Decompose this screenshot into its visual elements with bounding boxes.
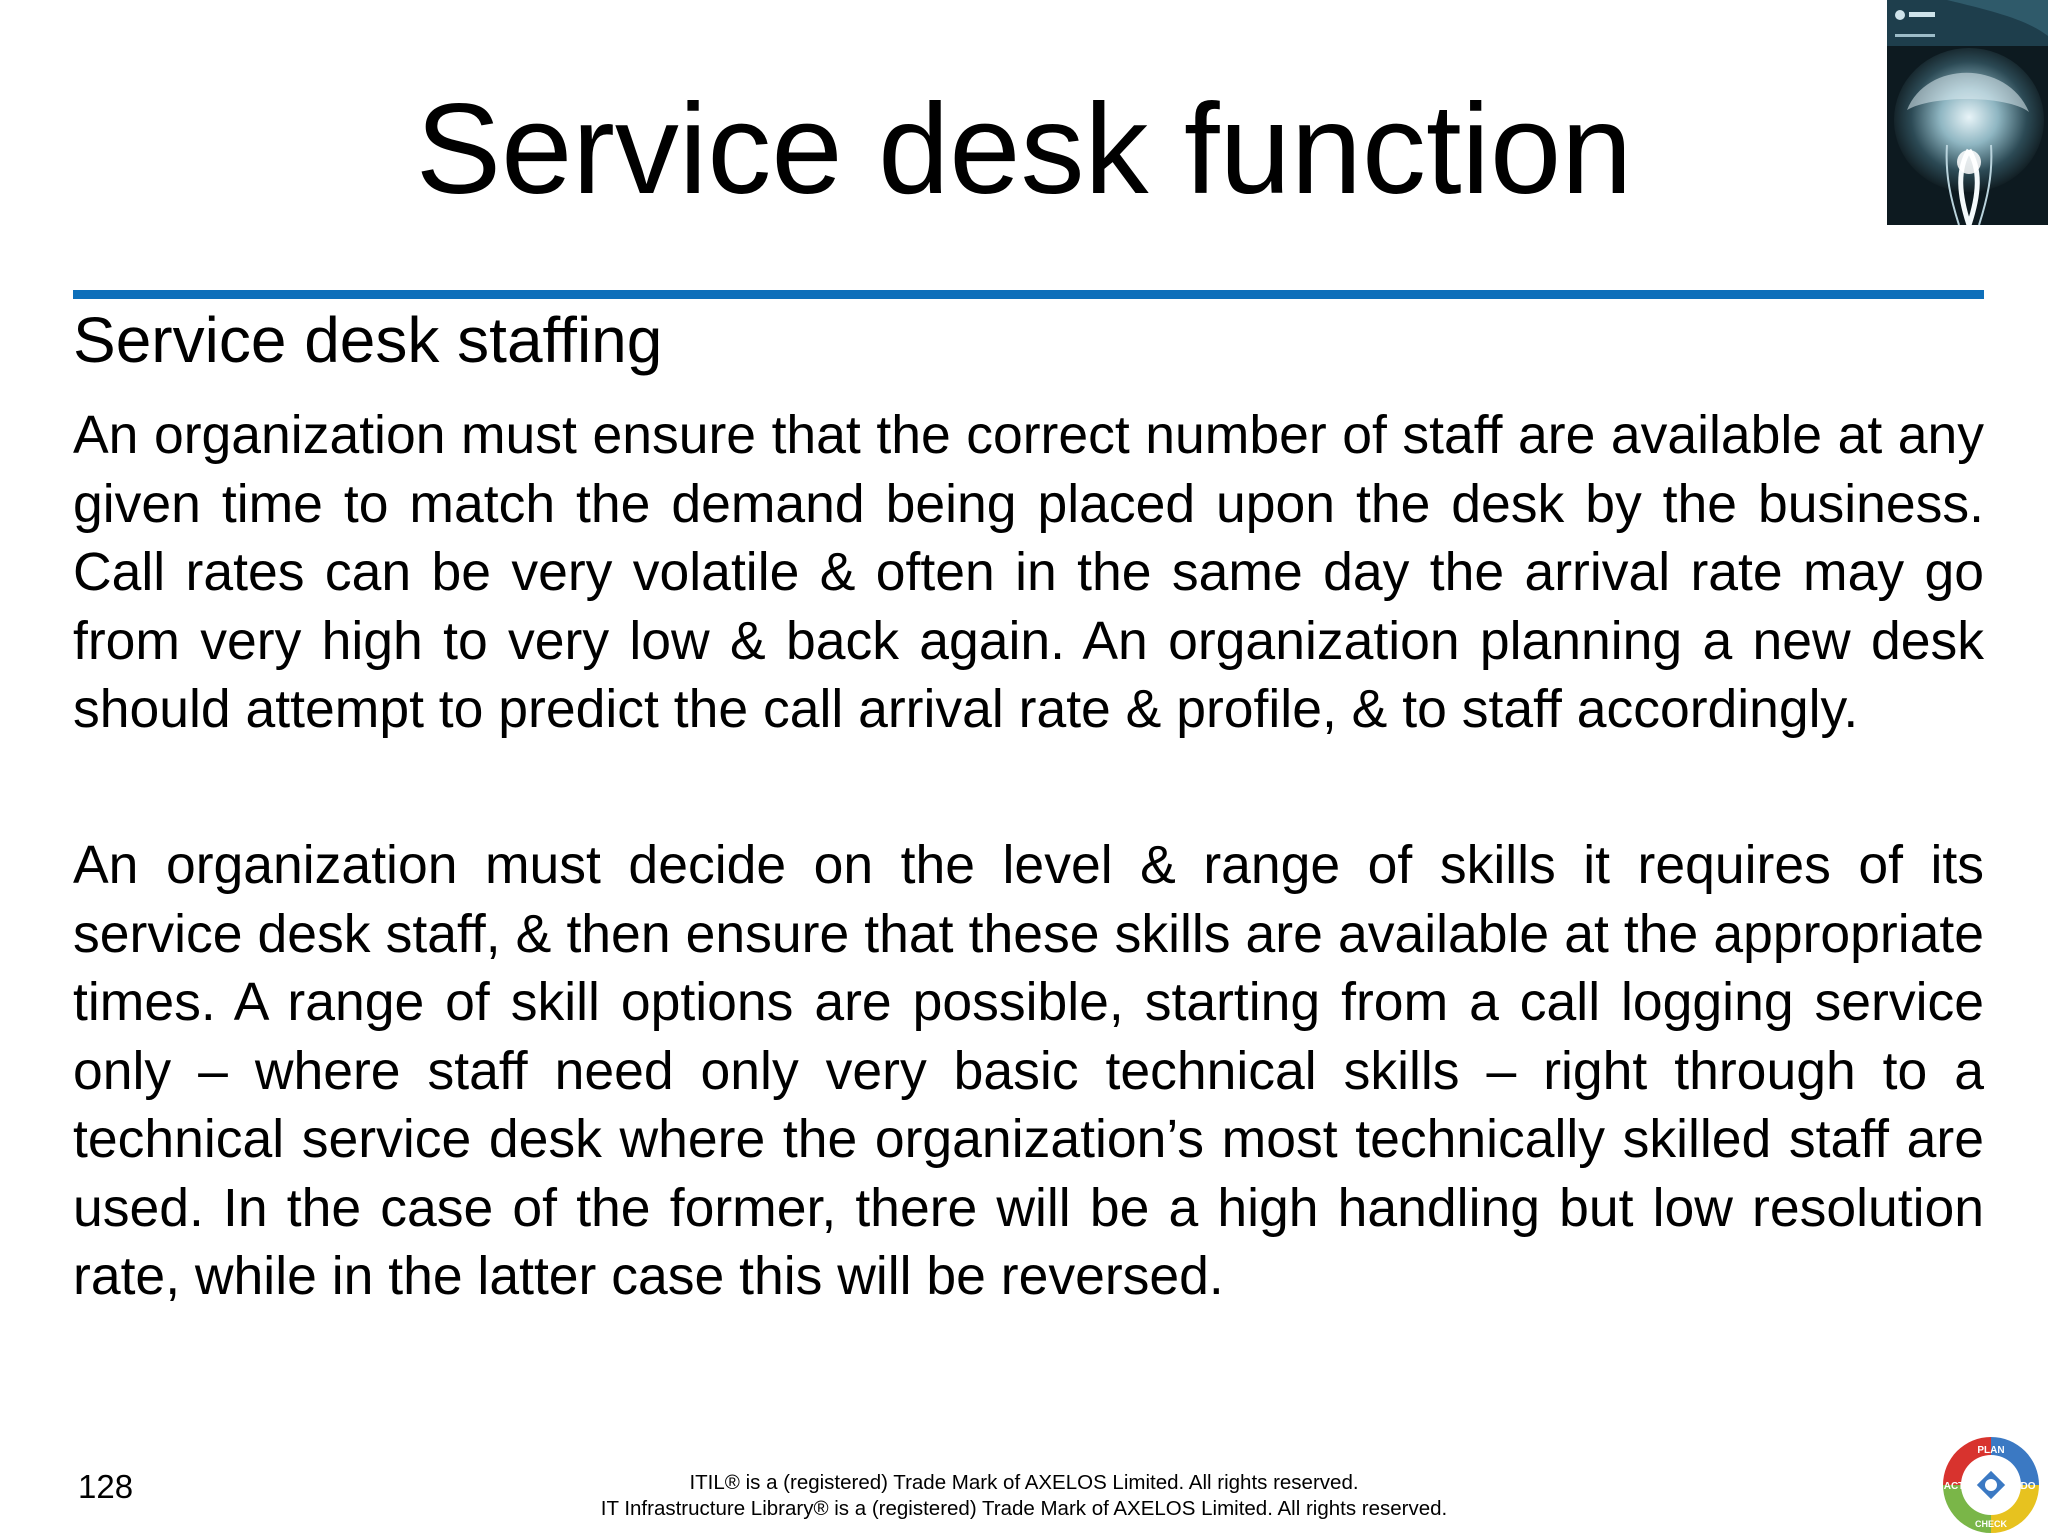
- cycle-label-plan: PLAN: [1977, 1445, 2005, 1456]
- page-number: 128: [78, 1468, 134, 1505]
- book-cover-thumbnail: [1887, 0, 2048, 225]
- cycle-label-check: CHECK: [1974, 1519, 2008, 1529]
- title-divider-rule: [73, 290, 1984, 299]
- body-paragraph-2: An organization must decide on the level & range of skills it requires of its service desk staff, & then ensure that these skills are available at the appropriate times. A range of skill options are possible, starting from a call logging service only – where staff need only very basic technical skills – right through to a technical service desk where the organization’s most technically skilled staff are used. In the case of the former, there will be a high handling but low resolution rate, while in the latter case this will be reversed.: [73, 836, 1984, 1306]
- body-paragraph-1: An organization must ensure that the correct number of staff are available at any given time to match the demand being placed upon the desk by the business. Call rates can be very volatile & often in the same day the arrival rate may go from very high to very low & back again. An organization planning a new desk should attempt to predict the call arrival rate & profile, & to staff accordingly.: [73, 406, 1984, 739]
- trademark-line-2: IT Infrastructure Library® is a (registered) Trade Mark of AXELOS Limited. All rights reserved.: [600, 1497, 1448, 1520]
- pdca-cycle-icon: [1938, 1433, 2044, 1536]
- section-subtitle: Service desk staffing: [73, 304, 663, 376]
- trademark-line-1: ITIL® is a (registered) Trade Mark of AXELOS Limited. All rights reserved.: [689, 1471, 1359, 1494]
- slide-title: Service desk function: [415, 78, 1633, 221]
- trademark-notice: [400, 1470, 1648, 1522]
- cycle-label-do: DO: [2020, 1481, 2036, 1492]
- jellyfish-cover-image: [1887, 0, 2048, 225]
- cycle-label-act: ACT: [1943, 1481, 1965, 1492]
